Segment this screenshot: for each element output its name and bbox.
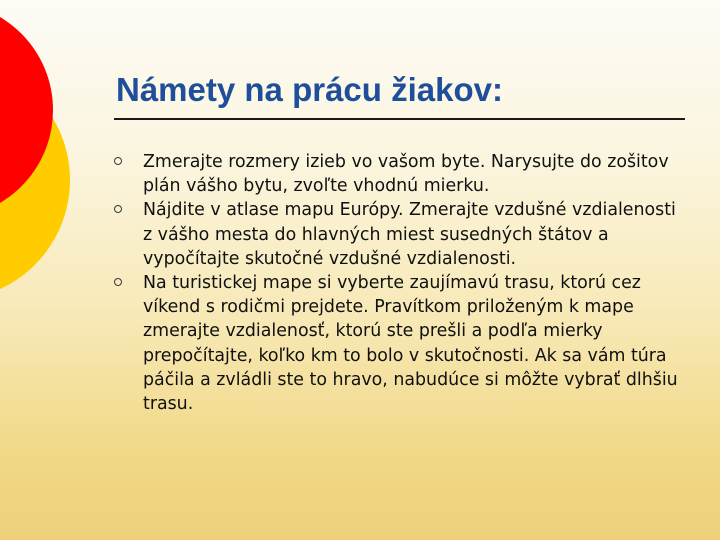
- hollow-circle-bullet-icon: [114, 157, 122, 165]
- bullet-text: Na turistickej mape si vyberte zaujímavú trasu, ktorú cez víkend s rodičmi prejdete. Pravítkom priloženým k mape zmerajte vzdialenosť, ktorú ste prešli a podľa mierky prepočítajte, koľko km to bolo v skutočnosti. Ak sa vám túra páčila a zvládli ste to hravo, nabudúce si môžte vybrať dlhšiu trasu.: [143, 273, 678, 415]
- bullet-item: [114, 150, 684, 198]
- bullet-item: [114, 198, 684, 271]
- bullet-list: [114, 150, 684, 416]
- red-circle-decoration: [0, 2, 53, 218]
- bullet-text: Zmerajte rozmery izieb vo vašom byte. Narysujte do zošitov plán vášho bytu, zvoľte vhodnú mierku.: [143, 152, 669, 197]
- bullet-text: Nájdite v atlase mapu Európy. Zmerajte vzdušné vzdialenosti z vášho mesta do hlavných miest susedných štátov a vypočítajte skutočné vzdušné vzdialenosti.: [143, 200, 676, 269]
- hollow-circle-bullet-icon: [114, 205, 122, 213]
- slide-title: Námety na prácu žiakov:: [116, 71, 503, 108]
- hollow-circle-bullet-icon: [114, 278, 122, 286]
- bullet-item: [114, 271, 684, 416]
- title-divider: [114, 118, 685, 120]
- yellow-circle-decoration: [0, 60, 70, 300]
